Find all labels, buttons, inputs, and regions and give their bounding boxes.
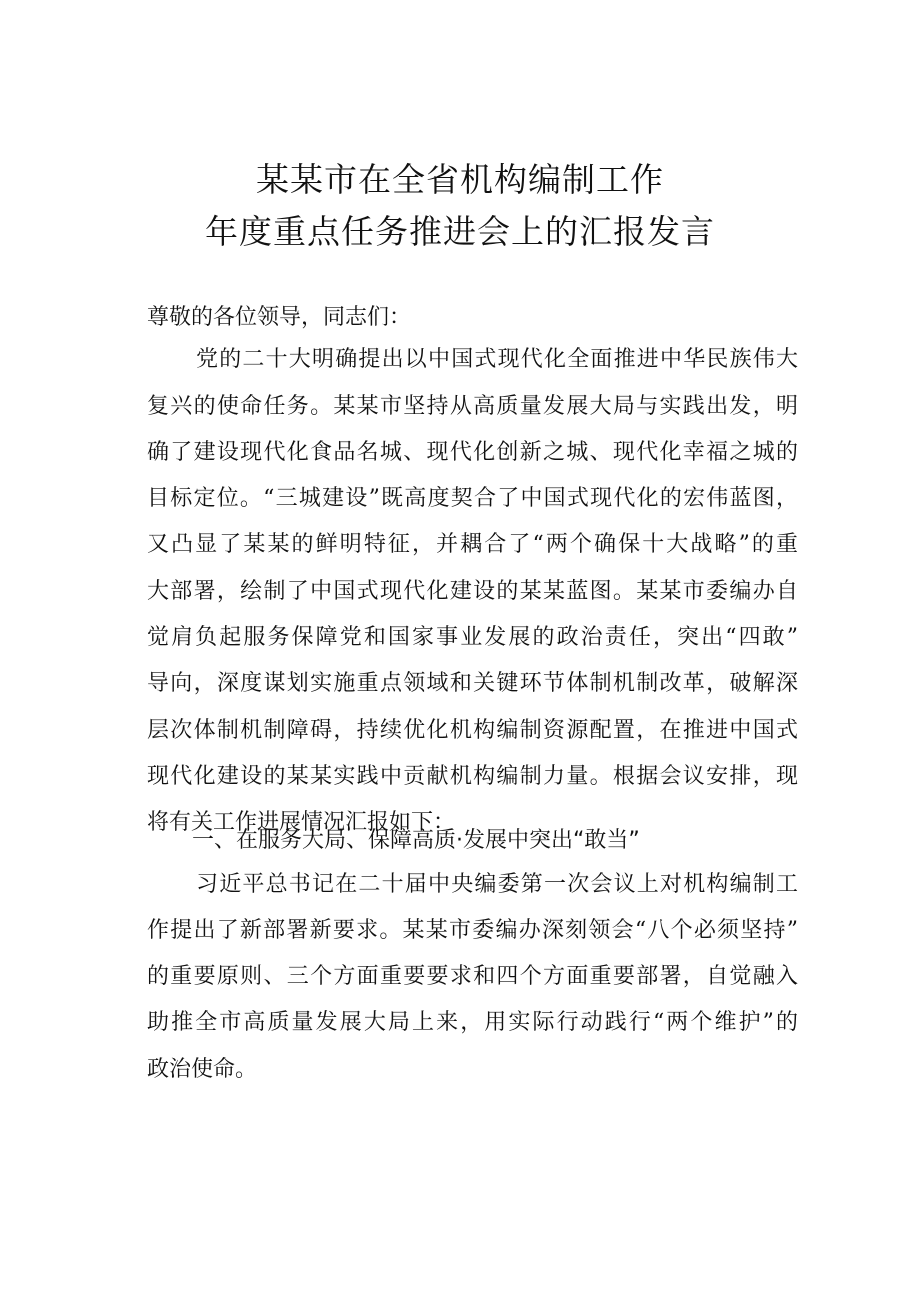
paragraph-1-line: 目标定位。“三城建设”既高度契合了中国式现代化的宏伟蓝图，	[147, 486, 798, 511]
paragraph-1-line: 将有关工作进展情况汇报如下：	[147, 810, 456, 835]
document-title-line-1: 某某市在全省机构编制工作	[256, 160, 664, 199]
paragraph-1-line: 复兴的使命任务。某某市坚持从高质量发展大局与实践出发，明	[147, 394, 798, 419]
section-1-heading: 一、在服务大局、保障高质·发展中突出“敢当”	[192, 828, 640, 853]
greeting: 尊敬的各位领导，同志们：	[147, 305, 412, 330]
paragraph-2-line: 政治使命。	[147, 1057, 258, 1082]
paragraph-1-line: 党的二十大明确提出以中国式现代化全面推进中华民族伟大	[196, 347, 798, 372]
paragraph-2-line: 习近平总书记在二十届中央编委第一次会议上对机构编制工	[196, 872, 798, 897]
paragraph-2-line: 作提出了新部署新要求。某某市委编办深刻领会“八个必须坚持”	[147, 918, 798, 943]
paragraph-1-line: 现代化建设的某某实践中贡献机构编制力量。根据会议安排，现	[147, 764, 798, 789]
paragraph-1-line: 层次体制机制障碍，持续优化机构编制资源配置，在推进中国式	[147, 718, 798, 743]
paragraph-1-line: 大部署，绘制了中国式现代化建设的某某蓝图。某某市委编办自	[147, 579, 798, 604]
document-title-line-2: 年度重点任务推进会上的汇报发言	[205, 212, 715, 251]
paragraph-1-line: 确了建设现代化食品名城、现代化创新之城、现代化幸福之城的	[147, 440, 798, 465]
paragraph-2-line: 助推全市高质量发展大局上来，用实际行动践行“两个维护”的	[147, 1010, 798, 1035]
paragraph-1-line: 又凸显了某某的鲜明特征，并耦合了“两个确保十大战略”的重	[147, 532, 798, 557]
paragraph-1-line: 觉肩负起服务保障党和国家事业发展的政治责任，突出“四敢”	[147, 625, 798, 650]
paragraph-1-line: 导向，深度谋划实施重点领域和关键环节体制机制改革，破解深	[147, 671, 798, 696]
paragraph-2-line: 的重要原则、三个方面重要要求和四个方面重要部署，自觉融入	[147, 964, 798, 989]
